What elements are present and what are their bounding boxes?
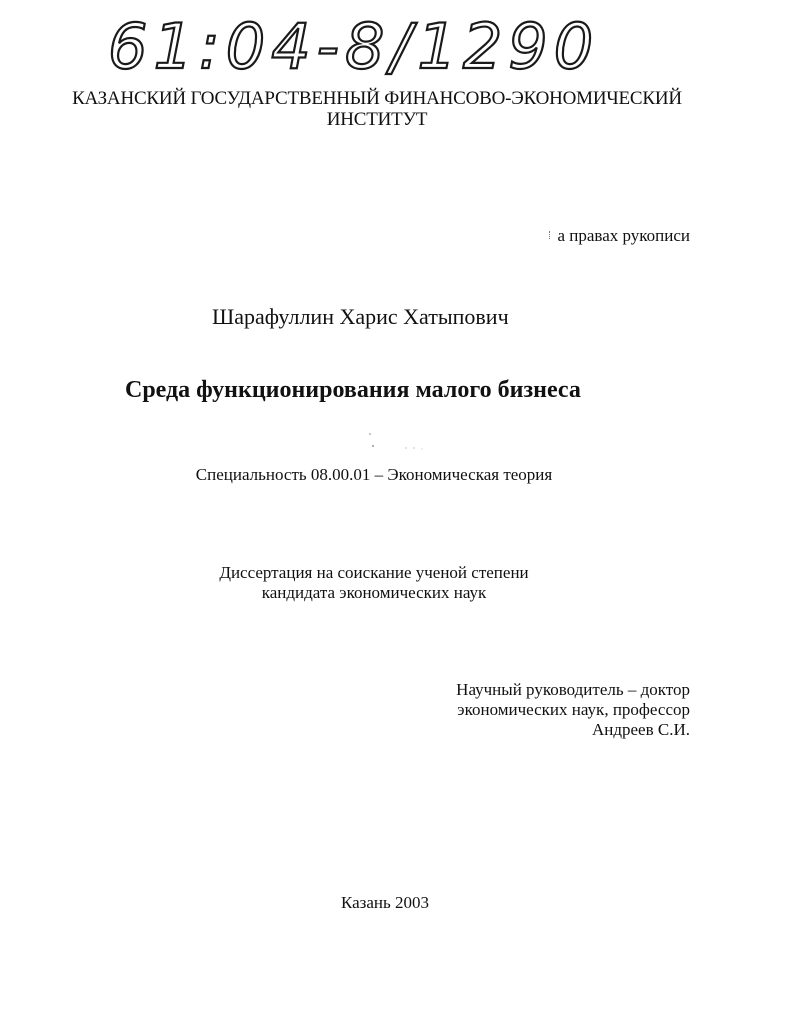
institute-line-2: ИНСТИТУТ — [326, 109, 428, 130]
handwritten-number-text: 61:04-8/1290 — [108, 10, 600, 83]
degree-statement — [0, 563, 794, 603]
institute-line-1: КАЗАНСКИЙ ГОСУДАРСТВЕННЫЙ ФИНАНСОВО-ЭКОНОМИЧЕСКИЙ — [72, 88, 682, 109]
handwritten-archive-number — [100, 2, 600, 88]
supervisor-line-2: экономических наук, профессор — [457, 700, 690, 719]
degree-line-2: кандидата экономических наук — [261, 583, 487, 602]
city-year: Казань 2003 — [340, 893, 430, 912]
manuscript-rights-note — [549, 226, 690, 246]
supervisor-line-3: Андреев С.И. — [591, 720, 690, 739]
author-name: Шарафуллин Харис Хатыпович — [212, 304, 509, 329]
degree-line-1: Диссертация на соискание ученой степени — [219, 563, 529, 582]
scan-speck — [549, 231, 554, 239]
supervisor-block — [456, 680, 690, 740]
specialty-line: Специальность 08.00.01 – Экономическая теория — [195, 465, 553, 484]
handwritten-number-svg — [100, 2, 600, 88]
supervisor-line-1: Научный руководитель – доктор — [456, 680, 690, 699]
dissertation-title: Среда функционирования малого бизнеса — [125, 377, 581, 403]
rights-note-text: а правах рукописи — [557, 226, 690, 245]
institute-name — [0, 88, 794, 130]
scan-specks — [368, 432, 428, 452]
